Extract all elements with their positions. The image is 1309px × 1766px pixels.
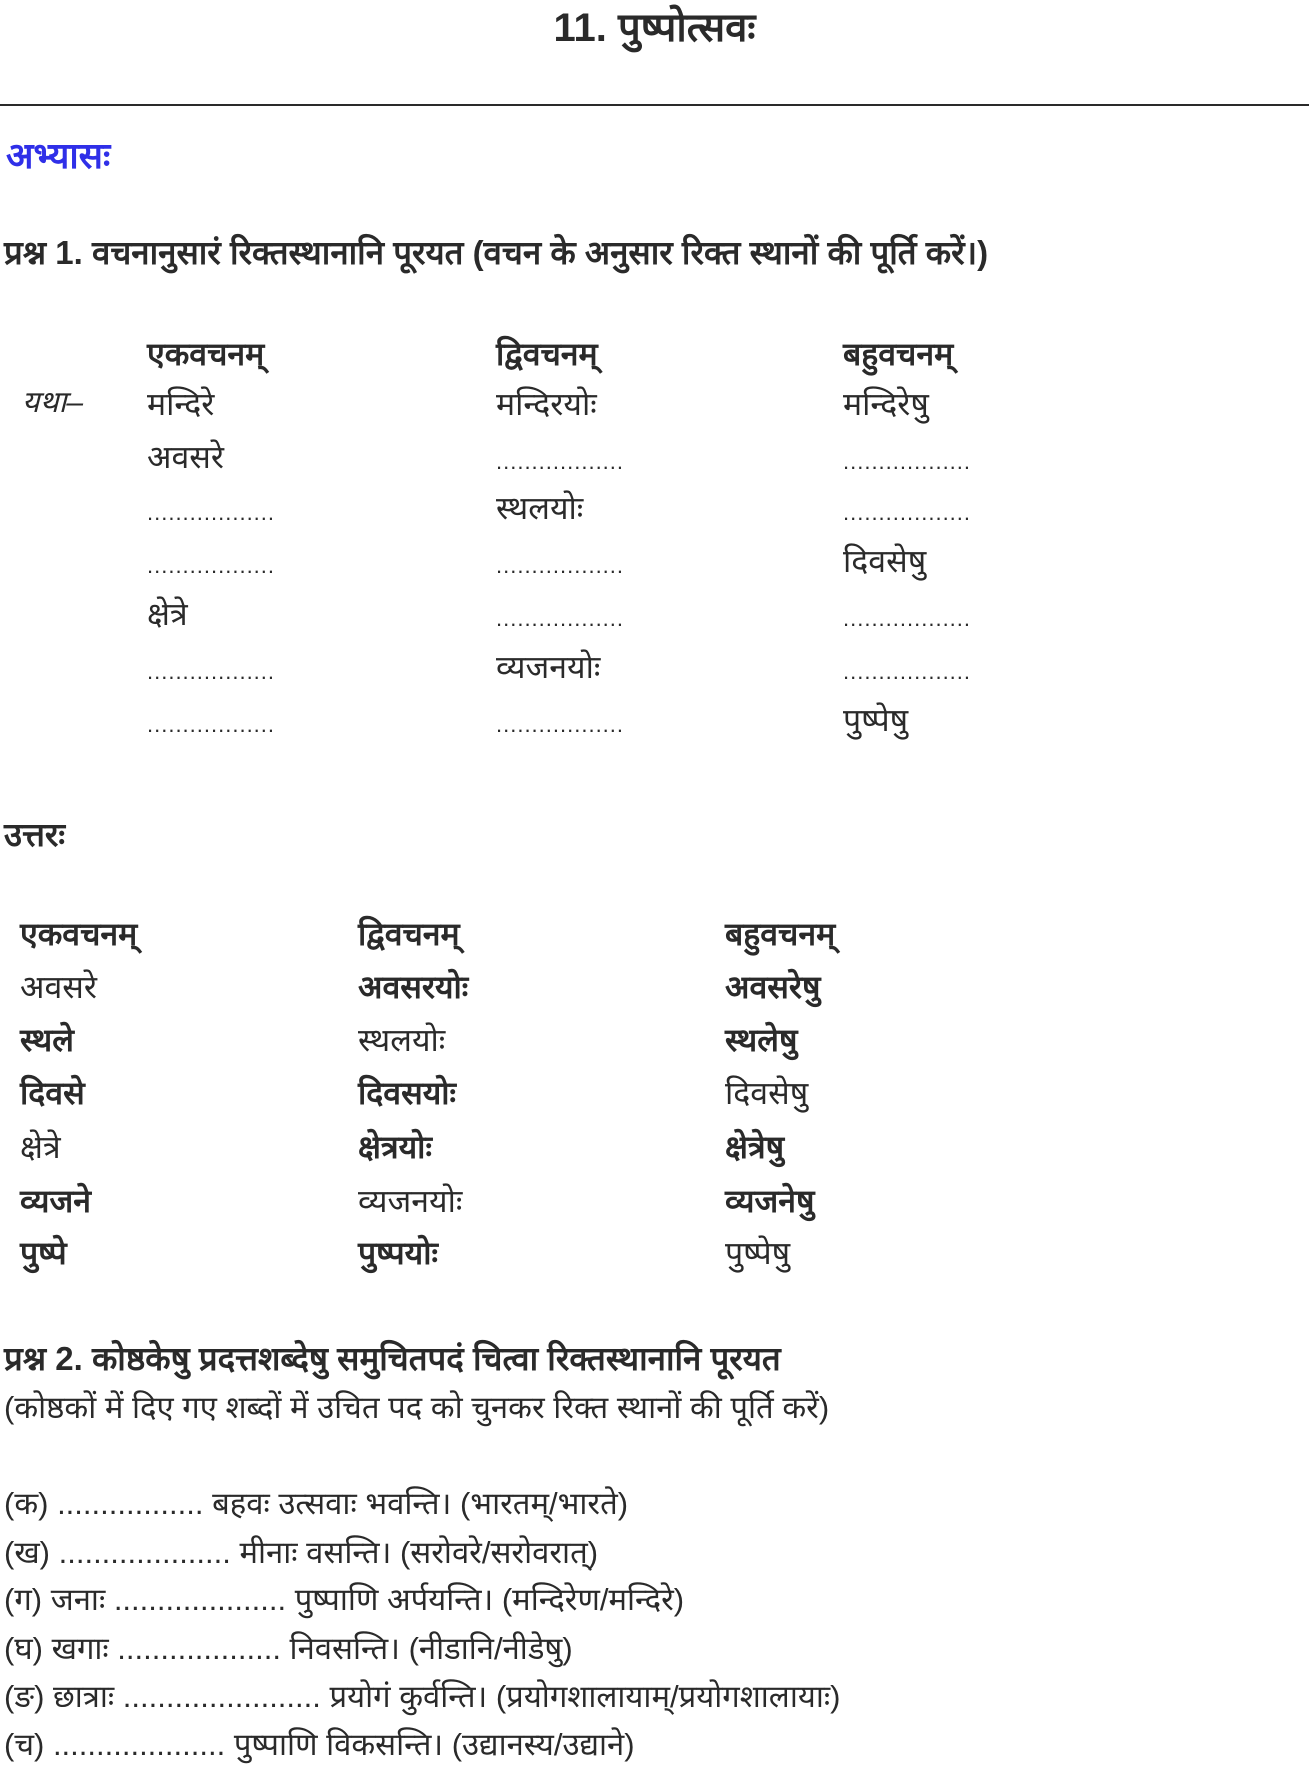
answer-cell: दिवसयोः [358,1075,457,1111]
divider [0,104,1309,106]
blank-space: .................. [147,500,276,525]
answer-cell: पुष्पे [20,1235,67,1271]
example-label: यथा– [22,386,84,419]
answer-cell: पुष्पयोः [358,1235,438,1271]
blank-space: .................. [843,500,972,525]
answer-cell: क्षेत्रयोः [358,1129,432,1165]
question-2-item: (ङ) छात्राः ....................... प्रयोगं कुर्वन्ति। (प्रयोगशालायाम्/प्रयोगशालायाः) [4,1679,841,1714]
answer-cell: अवसरयोः [358,969,469,1005]
section-heading: अभ्यासः [6,135,111,176]
answer-cell: अवसरे [20,969,97,1005]
answer-cell: स्थले [20,1022,74,1058]
word-cell: पुष्पेषु [843,702,909,738]
answer-cell: व्यजनयोः [358,1183,463,1219]
answer-cell: व्यजने [20,1183,92,1219]
answer-cell: पुष्पेषु [725,1235,791,1271]
answer-label: उत्तरः [4,816,66,853]
column-header: बहुवचनम् [843,336,954,372]
blank-space: .................. [496,606,625,631]
word-cell: स्थलयोः [496,490,584,526]
answer-cell: स्थलयोः [358,1022,446,1058]
blank-space: .................. [147,553,276,578]
blank-space: .................. [843,449,972,474]
answer-cell: व्यजनेषु [725,1183,815,1219]
question-2-heading: प्रश्न 2. कोष्ठकेषु प्रदत्तशब्देषु समुचितपदं चित्वा रिक्तस्थानानि पूरयत [4,1340,781,1377]
column-header: एकवचनम् [147,336,265,372]
word-cell: मन्दिरे [147,386,215,422]
column-header: एकवचनम् [20,916,138,952]
word-cell: मन्दिरयोः [496,386,597,422]
question-2-subheading: (कोष्ठकों में दिए गए शब्दों में उचित पद को चुनकर रिक्त स्थानों की पूर्ति करें) [4,1390,830,1425]
answer-cell: क्षेत्रे [20,1129,61,1165]
blank-space: .................. [496,449,625,474]
question-1-heading: प्रश्न 1. वचनानुसारं रिक्तस्थानानि पूरयत (वचन के अनुसार रिक्त स्थानों की पूर्ति करें।) [4,234,989,271]
answer-cell: दिवसे [20,1075,85,1111]
word-cell: अवसरे [147,439,224,475]
blank-space: .................. [843,659,972,684]
answer-cell: दिवसेषु [725,1075,809,1111]
blank-space: .................. [147,659,276,684]
column-header: द्विवचनम् [358,916,460,952]
page-title: 11. पुष्पोत्सवः [553,6,756,50]
column-header: बहुवचनम् [725,916,836,952]
question-2-item: (घ) खगाः ................... निवसन्ति। (नीडानि/नीडेषु) [4,1631,573,1666]
column-header: द्विवचनम् [496,336,598,372]
word-cell: दिवसेषु [843,543,927,579]
word-cell: व्यजनयोः [496,649,601,685]
question-2-item: (ग) जनाः .................... पुष्पाणि अर्पयन्ति। (मन्दिरेण/मन्दिरे) [4,1582,685,1617]
blank-space: .................. [496,553,625,578]
question-2-item: (च) .................... पुष्पाणि विकसन्ति। (उद्यानस्य/उद्याने) [4,1727,635,1762]
blank-space: .................. [147,712,276,737]
blank-space: .................. [843,606,972,631]
question-2-item: (ख) .................... मीनाः वसन्ति। (सरोवरे/सरोवरात्) [4,1535,599,1570]
blank-space: .................. [496,712,625,737]
word-cell: मन्दिरेषु [843,386,929,422]
answer-cell: स्थलेषु [725,1022,798,1058]
answer-cell: अवसरेषु [725,969,821,1005]
question-2-item: (क) ................. बहवः उत्सवाः भवन्ति। (भारतम्/भारते) [4,1486,629,1521]
answer-cell: क्षेत्रेषु [725,1129,785,1165]
word-cell: क्षेत्रे [147,596,188,632]
